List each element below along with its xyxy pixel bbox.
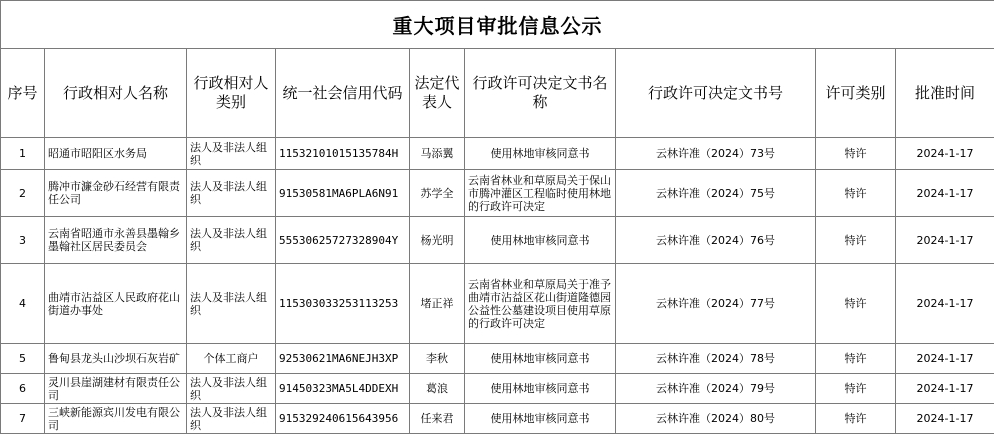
cell-legal-rep: 葛浪 [410, 374, 465, 404]
cell-credit-code: 92530621MA6NEJH3XP [276, 344, 410, 374]
cell-decision-name: 使用林地审核同意书 [465, 217, 616, 264]
table-row [1, 404, 994, 434]
cell-category: 个体工商户 [187, 344, 276, 374]
table-row [1, 374, 994, 404]
cell-permit-type: 特许 [816, 374, 896, 404]
cell-category: 法人及非法人组织 [187, 404, 276, 434]
cell-name: 灵川县崖湖建材有限责任公司 [45, 374, 187, 404]
cell-name: 三峡新能源宾川发电有限公司 [45, 404, 187, 434]
cell-permit-type: 特许 [816, 264, 896, 344]
cell-date: 2024-1-17 [896, 374, 994, 404]
cell-no: 6 [1, 374, 45, 404]
cell-decision-no: 云林许准（2024）75号 [616, 170, 816, 217]
table-row [1, 170, 994, 217]
cell-legal-rep: 堵正祥 [410, 264, 465, 344]
cell-name: 腾冲市濂金砂石经营有限责任公司 [45, 170, 187, 217]
header-cell-permit-type: 许可类别 [816, 49, 896, 138]
cell-decision-no: 云林许准（2024）80号 [616, 404, 816, 434]
table-row [1, 217, 994, 264]
cell-date: 2024-1-17 [896, 264, 994, 344]
cell-legal-rep: 李秋 [410, 344, 465, 374]
cell-category: 法人及非法人组织 [187, 138, 276, 170]
cell-no: 2 [1, 170, 45, 217]
cell-decision-name: 使用林地审核同意书 [465, 404, 616, 434]
cell-decision-name: 使用林地审核同意书 [465, 374, 616, 404]
header-cell-legal-rep: 法定代表人 [410, 49, 465, 138]
cell-permit-type: 特许 [816, 404, 896, 434]
cell-decision-no: 云林许准（2024）76号 [616, 217, 816, 264]
header-cell-date: 批准时间 [896, 49, 994, 138]
cell-decision-name: 云南省林业和草原局关于保山市腾冲灌区工程临时使用林地的行政许可决定 [465, 170, 616, 217]
cell-permit-type: 特许 [816, 170, 896, 217]
table-row [1, 264, 994, 344]
cell-permit-type: 特许 [816, 138, 896, 170]
cell-name: 鲁甸县龙头山沙坝石灰岩矿 [45, 344, 187, 374]
cell-name: 云南省昭通市永善县墨翰乡墨翰社区居民委员会 [45, 217, 187, 264]
cell-date: 2024-1-17 [896, 404, 994, 434]
cell-decision-name: 云南省林业和草原局关于准予曲靖市沾益区花山街道隆德园公益性公墓建设项目使用草原的行政许可决定 [465, 264, 616, 344]
cell-legal-rep: 任来君 [410, 404, 465, 434]
title-row [1, 1, 994, 49]
cell-decision-no: 云林许准（2024）73号 [616, 138, 816, 170]
cell-date: 2024-1-17 [896, 138, 994, 170]
cell-date: 2024-1-17 [896, 344, 994, 374]
cell-no: 3 [1, 217, 45, 264]
table-row [1, 344, 994, 374]
cell-category: 法人及非法人组织 [187, 264, 276, 344]
header-cell-decision-no: 行政许可决定文书号 [616, 49, 816, 138]
cell-name: 曲靖市沾益区人民政府花山街道办事处 [45, 264, 187, 344]
table-row [1, 138, 994, 170]
cell-category: 法人及非法人组织 [187, 374, 276, 404]
cell-legal-rep: 苏学全 [410, 170, 465, 217]
cell-credit-code: 91450323MA5L4DDEXH [276, 374, 410, 404]
cell-credit-code: 91532924061​5643956 [276, 404, 410, 434]
cell-no: 1 [1, 138, 45, 170]
cell-no: 7 [1, 404, 45, 434]
cell-credit-code: 91530581MA6PLA6N91 [276, 170, 410, 217]
cell-no: 5 [1, 344, 45, 374]
cell-name: 昭通市昭阳区水务局 [45, 138, 187, 170]
cell-permit-type: 特许 [816, 217, 896, 264]
header-cell-no: 序号 [1, 49, 45, 138]
header-cell-decision-name: 行政许可决定文书名称 [465, 49, 616, 138]
cell-decision-no: 云林许准（2024）78号 [616, 344, 816, 374]
page-title: 重大项目审批信息公示 [1, 1, 994, 49]
cell-legal-rep: 马添翼 [410, 138, 465, 170]
cell-category: 法人及非法人组织 [187, 217, 276, 264]
cell-decision-no: 云林许准（2024）79号 [616, 374, 816, 404]
cell-date: 2024-1-17 [896, 217, 994, 264]
cell-decision-no: 云林许准（2024）77号 [616, 264, 816, 344]
cell-permit-type: 特许 [816, 344, 896, 374]
header-row [1, 49, 994, 138]
cell-credit-code: 11532101015135784H [276, 138, 410, 170]
header-cell-credit-code: 统一社会信用代码 [276, 49, 410, 138]
cell-legal-rep: 杨光明 [410, 217, 465, 264]
header-cell-category: 行政相对人类别 [187, 49, 276, 138]
cell-decision-name: 使用林地审核同意书 [465, 344, 616, 374]
header-cell-name: 行政相对人名称 [45, 49, 187, 138]
cell-no: 4 [1, 264, 45, 344]
cell-credit-code: 115303033253113253 [276, 264, 410, 344]
cell-credit-code: 55530625727328904Y [276, 217, 410, 264]
cell-category: 法人及非法人组织 [187, 170, 276, 217]
cell-decision-name: 使用林地审核同意书 [465, 138, 616, 170]
cell-date: 2024-1-17 [896, 170, 994, 217]
